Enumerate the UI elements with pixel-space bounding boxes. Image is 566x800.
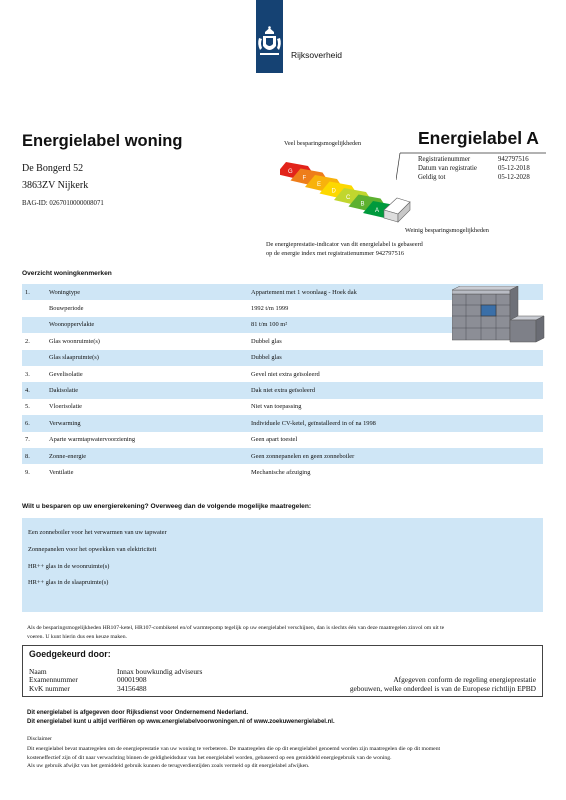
issued-by-text: Dit energielabel is afgegeven door Rijksdienst voor Ondernemend Nederland. [27, 710, 249, 716]
table-row [22, 350, 543, 366]
measures-footnote [27, 624, 537, 642]
measures-title: Wilt u besparen op uw energierekening? Overweeg dan de volgende mogelijke maatregelen: [22, 503, 312, 510]
reg-value: 05-12-2018 [498, 165, 530, 172]
measures-box [22, 518, 543, 612]
row-number: 5. [25, 403, 30, 411]
conform-text: gebouwen, welke onderdeel is van de Europese richtlijn EPBD [349, 684, 536, 693]
disclaimer-text [27, 745, 547, 771]
characteristics-title: Overzicht woningkenmerken [22, 270, 112, 277]
row-label: Woningtype [49, 284, 251, 300]
measure-item: HR++ glas in de woonruimte(s) [28, 563, 110, 570]
scale-letter: F [302, 175, 307, 182]
reg-value: 942797516 [498, 156, 529, 163]
footnote-line: Als de besparingsmogelijkheden HR107-ketel, HR107-combiketel en/of warmtepomp tegelijk op uw energielabel verschijnen, dan is slechts één van deze maatregelen zinvol om uit te [27, 625, 445, 631]
approved-title: Goedgekeurd door: [29, 649, 111, 659]
indicator-text: De energieprestatie-indicator van dit energielabel is gebaseerd [266, 241, 423, 248]
scale-letter: B [360, 201, 365, 208]
row-value: Gevel niet extra geïsoleerd [251, 370, 320, 378]
row-number: 7. [25, 436, 30, 444]
row-value: 1992 t/m 1999 [251, 305, 289, 313]
row-value: 81 t/m 100 m² [251, 317, 543, 333]
scale-bottom-text: Weinig besparingsmogelijkheden [405, 227, 489, 234]
conform-text: Afgegeven conform de regeling energieprestatie [393, 675, 536, 684]
table-row [22, 382, 543, 398]
row-value: Niet van toepassing [251, 403, 302, 411]
house-icon [384, 198, 410, 222]
measure-item: Zonnepanelen voor het opwekken van elektriciteit [28, 546, 157, 553]
row-number [22, 317, 49, 333]
row-value: Individuele CV-ketel, geïnstalleerd in of na 1998 [251, 415, 543, 431]
row-label: Verwarming [49, 415, 251, 431]
measure-item: HR++ glas in de slaapruimte(s) [28, 579, 109, 586]
row-value: Mechanische afzuiging [251, 468, 311, 476]
page-title: Energielabel woning [22, 132, 183, 150]
row-label: Glas slaapruimte(s) [49, 350, 251, 366]
scale-letter: D [331, 188, 336, 195]
disclaimer-line: Als uw gebruik afwijkt van het gemiddeld gebruik kunnen de terugverdientijden zoals vermeld op dit energielabel afwijken. [27, 763, 310, 770]
row-label: Aparte warmtapwatervoorziening [49, 436, 136, 444]
table-row [22, 366, 543, 382]
row-label: Bouwperiode [49, 305, 84, 313]
approved-key: Naam [29, 667, 47, 676]
approved-box [22, 645, 543, 697]
approved-key: Examennummer [29, 675, 78, 684]
address-street: De Bongerd 52 [22, 163, 84, 174]
address-city: 3863ZV Nijkerk [22, 180, 89, 191]
disclaimer-line: kosteneffectief zijn of dit naar verwachting binnen de geldigheidsduur van het energielabel worden, gebaseerd op een gemiddeld energiegebruik van de woning. [27, 754, 392, 761]
scale-letter: G [288, 169, 293, 175]
measure-item: Een zonneboiler voor het verwarmen van uw tapwater [28, 529, 167, 536]
approved-value: Innax bouwkundig adviseurs [117, 667, 203, 676]
approved-value: 34156488 [117, 684, 147, 693]
row-number [22, 300, 49, 316]
row-value: Appartement met 1 woonlaag - Hoek dak [251, 284, 543, 300]
row-value: Dubbel glas [251, 350, 543, 366]
label-title: Energielabel A [418, 128, 539, 148]
row-label: Woonoppervlakte [49, 317, 251, 333]
row-number: 6. [22, 415, 49, 431]
row-label: Glas woonruimte(s) [49, 337, 100, 345]
row-label: Gevelisolatie [49, 370, 83, 378]
row-number [22, 350, 49, 366]
approved-key: KvK nummer [29, 684, 70, 693]
disclaimer-line: Dit energielabel bevat maatregelen om de energieprestatie van uw woning te verbeteren. De maatregelen die op dit energielabel genoemd worden zijn maatregelen die op dit moment [27, 746, 441, 752]
bag-id: BAG-ID: 0267010000008071 [22, 200, 104, 207]
scale-letter: A [375, 208, 380, 214]
building-illustration [452, 286, 546, 344]
row-number: 3. [25, 370, 30, 378]
row-label: Ventilatie [49, 468, 74, 476]
coat-of-arms-icon [256, 24, 283, 64]
scale-letter: E [317, 182, 322, 188]
reg-value: 05-12-2028 [498, 174, 530, 181]
row-value: Dubbel glas [251, 337, 282, 345]
reg-key: Datum van registratie [418, 165, 477, 172]
table-row [22, 432, 543, 448]
footnote-line: voeren. U kunt hierin dus een keuze maken. [27, 634, 127, 640]
indicator-text: op de energie index met registratienummer 942797516 [266, 250, 405, 257]
scale-letter: C [346, 195, 351, 201]
table-row [22, 464, 543, 480]
row-number: 1. [22, 284, 49, 300]
scale-top-text: Veel besparingsmogelijkheden [284, 140, 362, 147]
row-label: Dakisolatie [49, 382, 251, 398]
table-row [22, 399, 543, 415]
row-label: Vloerisolatie [49, 403, 83, 411]
table-row [22, 448, 543, 464]
org-name: Rijksoverheid [291, 50, 343, 60]
reg-key: Registratienummer [418, 156, 471, 163]
row-value: Geen apart toestel [251, 436, 298, 444]
row-number: 2. [25, 337, 30, 345]
row-value: Geen zonnepanelen en geen zonneboiler [251, 448, 543, 464]
table-row [22, 415, 543, 431]
row-value: Dak niet extra geïsoleerd [251, 382, 543, 398]
row-number: 9. [25, 468, 30, 476]
row-number: 4. [22, 382, 49, 398]
approved-value: 00001908 [117, 675, 147, 684]
row-number: 8. [22, 448, 49, 464]
reg-key: Geldig tot [418, 174, 446, 181]
disclaimer-title: Disclaimer [27, 736, 52, 742]
verify-text: Dit energielabel kunt u altijd verifiëren op www.energielabelvoorwoningen.nl of www.zoekuwenergielabel.nl. [27, 719, 335, 725]
row-label: Zonne-energie [49, 448, 251, 464]
